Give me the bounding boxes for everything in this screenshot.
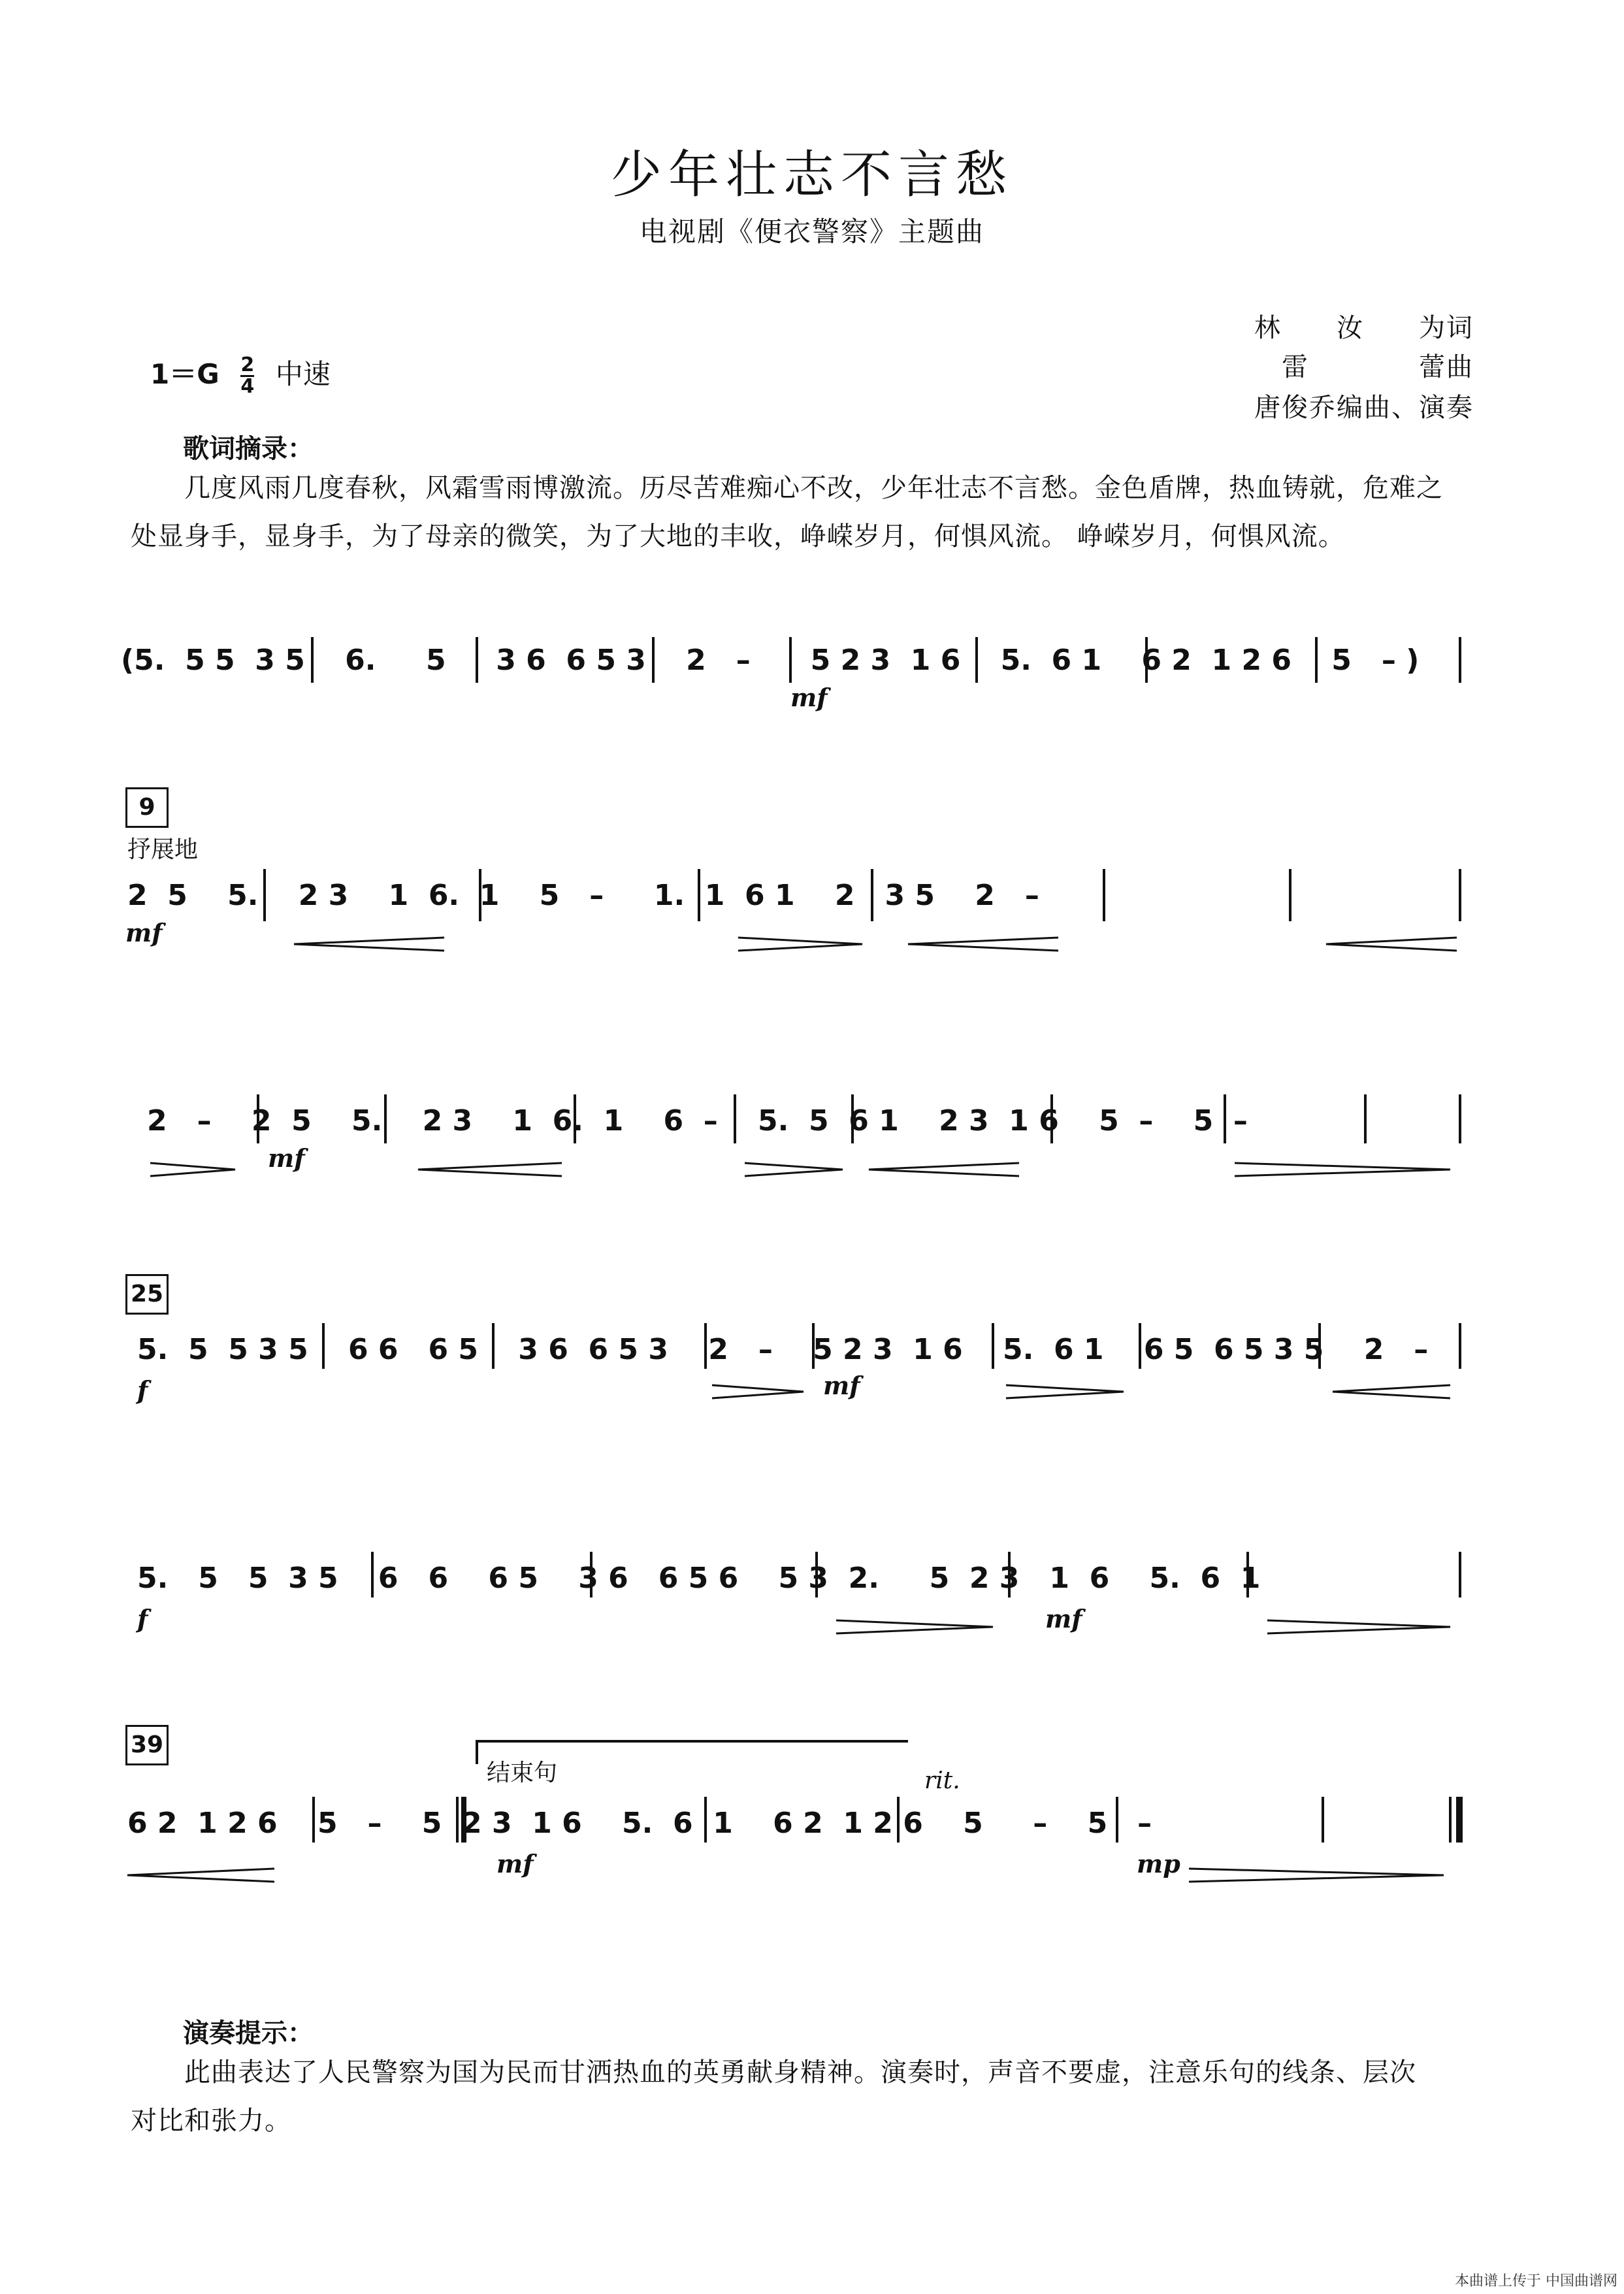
dynamic-f: f bbox=[137, 1604, 148, 1633]
lyrics-line-2: 处显身手，显身手，为了母亲的微笑，为了大地的丰收，峥嵘岁月，何惧风流。 峥嵘岁月，何惧风流。 bbox=[131, 521, 1345, 551]
notes-line-1: 此曲表达了人民警察为国为民而甘洒热血的英勇献身精神。演奏时，声音不要虚，注意乐句的线条、层次 bbox=[131, 2057, 1416, 2088]
footer-watermark: 本曲谱上传于 中国曲谱网 bbox=[1455, 2273, 1617, 2289]
score-line-3: 2 – 2 5 5. 2 3 1 6. 1 6 – 5. 5 6 1 2 3 1 6 5 – 5 – bbox=[147, 1104, 1248, 1138]
ritardando-mark: rit. bbox=[924, 1767, 960, 1794]
score-line-2: 2 5 5. 2 3 1 6. 1 5 – 1. 1 6 1 2 3 5 2 – bbox=[127, 879, 1039, 912]
page-subtitle: 电视剧《便衣警察》主题曲 bbox=[639, 216, 984, 248]
notes-heading: 演奏提示： bbox=[183, 2018, 314, 2048]
key-label: 1＝G bbox=[150, 358, 219, 390]
rehearsal-mark-9: 9 bbox=[125, 787, 169, 828]
lyrics-line-1: 几度风雨几度春秋，风霜雪雨博激流。历尽苦难痴心不改，少年壮志不言愁。金色盾牌，热血铸就，危难之 bbox=[131, 473, 1443, 503]
score-line-5: 5. 5 5 3 5 6 6 6 5 3 6 6 5 6 5 3 2. 5 2 3 1 6 5. 6 1 bbox=[137, 1562, 1261, 1595]
arranger-credit: 唐俊乔编曲、演奏 bbox=[1254, 393, 1474, 423]
dynamic-mf: mf bbox=[125, 918, 163, 947]
composer-credit: 雷 蕾曲 bbox=[1282, 352, 1474, 382]
tempo-marking: 中速 bbox=[275, 358, 331, 390]
score-line-6: 6 2 1 2 6 5 – 5 2 3 1 6 5. 6 1 6 2 1 2 6 5 – 5 – bbox=[127, 1807, 1152, 1840]
notes-line-2: 对比和张力。 bbox=[131, 2106, 291, 2136]
score-line-4: 5. 5 5 3 5 6 6 6 5 3 6 6 5 3 2 – 5 2 3 1 6 5. 6 1 6 5 6 5 3 5 2 – bbox=[137, 1333, 1429, 1366]
dynamic-f: f bbox=[137, 1375, 148, 1405]
time-top: 2 bbox=[240, 353, 255, 376]
lyricist-credit: 林 汝 为词 bbox=[1254, 313, 1474, 343]
dynamic-mf: mf bbox=[496, 1849, 534, 1878]
coda-label: 结束句 bbox=[487, 1760, 558, 1786]
expression-text: 抒展地 bbox=[127, 836, 199, 863]
dynamic-mf: mf bbox=[790, 683, 828, 712]
dynamic-mp: mp bbox=[1137, 1849, 1180, 1878]
score-line-1: (5. 5 5 3 5 6. 5 3 6 6 5 3 2 – 5 2 3 1 6 5. 6 1 6 2 1 2 6 5 – ) bbox=[121, 644, 1420, 677]
dynamic-mf: mf bbox=[1045, 1604, 1082, 1633]
lyrics-heading: 歌词摘录： bbox=[183, 434, 314, 464]
dynamic-mf: mf bbox=[268, 1143, 305, 1173]
rehearsal-mark-25: 25 bbox=[125, 1274, 169, 1315]
rehearsal-mark-39: 39 bbox=[125, 1725, 169, 1765]
dynamic-mf: mf bbox=[823, 1371, 860, 1400]
page-title: 少年壮志不言愁 bbox=[610, 146, 1013, 205]
time-bottom: 4 bbox=[240, 375, 255, 398]
